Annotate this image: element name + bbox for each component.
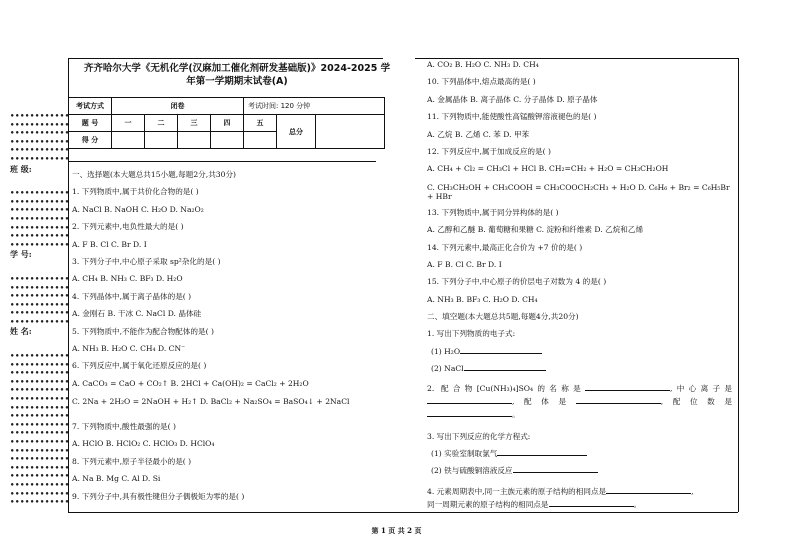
dot-row: •••••••••••• [10,479,70,489]
dot-row: •••••••••••• [10,128,70,138]
question-line: 13. 下列物质中,属于同分异构体的是( ) [427,207,559,217]
fill-q3a [427,445,732,462]
question-line: 7. 下列物质中,酸性最强的是( ) [72,422,176,432]
question-line: A. CaCO₃ = CaO + CO₂↑ B. 2HCl + Ca(OH)₂ = CaCl₂ + 2H₂O [72,378,309,388]
dot-row: •••••••••••• [10,454,70,464]
dot-row: •••••••••••• [10,419,70,429]
question-line: A. 金属晶体 B. 离子晶体 C. 分子晶体 D. 原子晶体 [427,94,598,104]
score-cell [244,132,277,149]
question-line: A. 金刚石 B. 干冰 C. NaCl D. 晶体硅 [72,309,202,319]
answer-blank[interactable] [460,344,542,354]
dot-row: •••••••••••• [10,282,70,292]
exam-mode-label: 考试方式 [69,98,112,115]
answer-blank[interactable] [497,446,587,456]
question-line: A. 乙烷 B. 乙烯 C. 苯 D. 甲苯 [427,129,530,139]
page-footer: 第 1 页 共 2 页 [371,526,422,535]
dot-row: •••••••••••• [10,205,70,215]
section-cell: 三 [178,115,211,132]
question-line: A. CO₂ B. H₂O C. NH₃ D. CH₄ [427,60,539,69]
question-line: 4. 下列晶体中,属于离子晶体的是( ) [72,291,192,301]
fill-q2-text: ,配位数是 [660,396,732,406]
question-line: 14. 下列元素中,最高正化合价为 +7 价的是( ) [427,242,583,252]
question-line: 15. 下列分子中,中心原子的价层电子对数为 4 的是( ) [427,277,607,287]
dot-row: •••••••••••• [10,351,70,361]
answer-blank[interactable] [513,463,598,473]
right-column [427,56,732,510]
frame-border [738,58,739,512]
question-line: 1. 下列物质中,属于共价化合物的是( ) [72,187,199,197]
fill-q2-text: 2. 配合物[Cu(NH₃)₄]SO₄的名称是 [427,383,586,393]
section-cell: 二 [145,115,178,132]
question-line: 5. 下列物质中,不能作为配合物配体的是( ) [72,326,214,336]
dot-row: •••••••••••• [10,411,70,421]
question-line: A. Na B. Mg C. Al D. Si [72,474,161,484]
dot-row: •••••••••••• [10,376,70,386]
question-line: A. HClO B. HClO₂ C. HClO₃ D. HClO₄ [72,439,215,449]
question-line: 二、填空题(本大题总共5题,每题4分,共20分) [427,312,579,322]
question-line: 10. 下列晶体中,熔点最高的是( ) [427,77,536,87]
dot-row: •••••••••••• [10,119,70,129]
dot-row: •••••••••••• [10,316,70,326]
score-cell [112,132,145,149]
question-line: 11. 下列物质中,能使酸性高锰酸钾溶液褪色的是( ) [427,112,597,122]
question-line: 6. 下列反应中,属于氧化还原反应的是( ) [72,361,207,371]
divider [68,161,376,162]
answer-blank[interactable] [585,381,670,391]
fill-q2-text: 。 [512,409,520,419]
dot-row: •••••••••••• [10,213,70,223]
exam-title [72,62,402,88]
total-label: 总分 [277,115,316,149]
dot-row: •••••••••••• [10,471,70,481]
question-line: A. F B. Cl C. Br D. I [427,259,502,269]
section-cell: 五 [244,115,277,132]
dot-row: •••••••••••• [10,497,70,507]
frame-border [68,58,383,59]
answer-blank[interactable] [427,407,512,417]
question-line: A. NaCl B. NaOH C. H₂O D. Na₂O₂ [72,204,204,214]
dot-row: •••••••••••• [10,136,70,146]
question-line: C. 2Na + 2H₂O = 2NaOH + H₂↑ D. BaCl₂ + Na₂SO₄ = BaSO₄↓ + 2NaCl [72,397,350,407]
dot-row: •••••••••••• [10,153,70,163]
dot-row: •••••••••••• [10,145,70,155]
question-line: A. CH₄ B. NH₃ C. BF₃ D. H₂O [72,274,183,284]
dot-row: •••••••••••• [10,308,70,318]
fill-q1b-label: (2) NaCl [431,364,464,374]
fill-q4-text: 同一周期元素的原子结构的相同点是 [427,499,549,509]
dotted-cut-line [10,351,70,507]
question-line: 2. 下列元素中,电负性最大的是( ) [72,222,184,232]
dotted-cut-line [10,188,70,249]
fill-q4-text: , [691,486,694,496]
answer-blank[interactable] [427,394,512,404]
dot-row: •••••••••••• [10,445,70,455]
question-line: A. 乙醇和乙醚 B. 葡萄糖和果糖 C. 淀粉和纤维素 D. 乙烷和乙烯 [427,225,644,235]
dot-row: •••••••••••• [10,111,70,120]
dot-row: •••••••••••• [10,462,70,472]
exam-time: 考试时间: 120 分钟 [244,98,385,115]
left-column [72,166,377,505]
dotted-cut-line [10,111,70,164]
question-line: 8. 下列元素中,原子半径最小的是( ) [72,456,192,466]
dotted-cut-line [10,273,70,327]
score-cell [145,132,178,149]
question-line: 一、选择题(本大题总共15小题,每题2分,共30分) [72,170,237,179]
dot-row: •••••••••••• [10,359,70,369]
question-line: A. NH₃ B. BF₃ C. H₂O D. CH₄ [427,294,538,304]
fill-q3: 3. 写出下列反应的化学方程式: [427,431,531,441]
fill-q3b-label: (2) 铁与硫酸铜溶液反应 [431,466,513,476]
dot-row: •••••••••••• [10,394,70,404]
dot-row: •••••••••••• [10,222,70,232]
answer-blank[interactable] [549,497,634,507]
total-score-cell [316,115,385,149]
binding-margin [10,111,70,507]
dot-row: •••••••••••• [10,273,70,283]
fill-q3b [427,462,732,479]
name-label: 姓 名: [10,326,32,337]
dot-row: •••••••••••• [10,385,70,395]
dot-row: •••••••••••• [10,299,70,309]
question-line: A. F B. Cl C. Br D. I [72,239,147,249]
answer-blank[interactable] [606,484,694,496]
question-no-label: 题 号 [69,115,112,132]
fill-q4 [427,480,732,510]
class-label: 班 级: [10,163,32,174]
dot-row: •••••••••••• [10,488,70,498]
fill-q1b [427,360,732,377]
fill-q1a [427,343,732,360]
dot-row: •••••••••••• [10,196,70,206]
answer-blank[interactable] [464,361,546,371]
fill-q2-text: ,配体是 [512,396,576,406]
fill-q4-text: 。 [633,499,642,509]
dot-row: •••••••••••• [10,291,70,301]
question-line: 3. 下列分子中,中心原子采取 sp²杂化的是( ) [72,256,221,266]
question-line: A. CH₄ + Cl₂ = CH₃Cl + HCl B. CH₂=CH₂ + H₂O = CH₃CH₂OH [427,164,669,174]
dot-row: •••••••••••• [10,428,70,438]
fill-q1a-label: (1) H₂O [431,346,461,356]
score-table [68,97,385,149]
score-label: 得 分 [69,132,112,149]
section-cell: 四 [211,115,244,132]
exam-mode: 闭卷 [112,98,244,115]
score-cell [211,132,244,149]
question-line: C. CH₃CH₂OH + CH₃COOH = CH₃COOCH₂CH₃ + H₂O D. C₆H₆ + Br₂ = C₆H₅Br + HBr [427,182,730,201]
question-line: A. NH₃ B. H₂O C. CH₄ D. CN⁻ [72,343,186,353]
dot-row: •••••••••••• [10,402,70,412]
dot-row: •••••••••••• [10,231,70,241]
fill-q4-text: 4. 元素周期表中,同一主族元素的原子结构的相同点是 [427,486,607,496]
dot-row: •••••••••••• [10,437,70,446]
frame-border [68,512,738,513]
question-line: 1. 写出下列物质的电子式: [427,329,516,339]
fill-q3a-label: (1) 实验室制取氯气 [431,449,498,459]
student-id-label: 学 号: [10,249,32,260]
question-line: 12. 下列反应中,属于加成反应的是( ) [427,146,551,156]
fill-q2-text: ,中心离子是 [670,383,732,393]
fill-q2 [427,378,732,428]
section-cell: 一 [112,115,145,132]
dot-row: •••••••••••• [10,368,70,378]
question-line: 9. 下列分子中,具有极性键但分子偶极矩为零的是( ) [72,491,245,501]
score-cell [178,132,211,149]
title-line-2: 年第一学期期末试卷(A) [186,76,288,87]
answer-blank[interactable] [576,394,661,404]
dot-row: •••••••••••• [10,188,70,198]
title-line-1: 齐齐哈尔大学《无机化学(汉麻加工催化剂研发基础版)》2024-2025 学 [83,63,391,74]
dot-row: •••••••••••• [10,239,70,249]
